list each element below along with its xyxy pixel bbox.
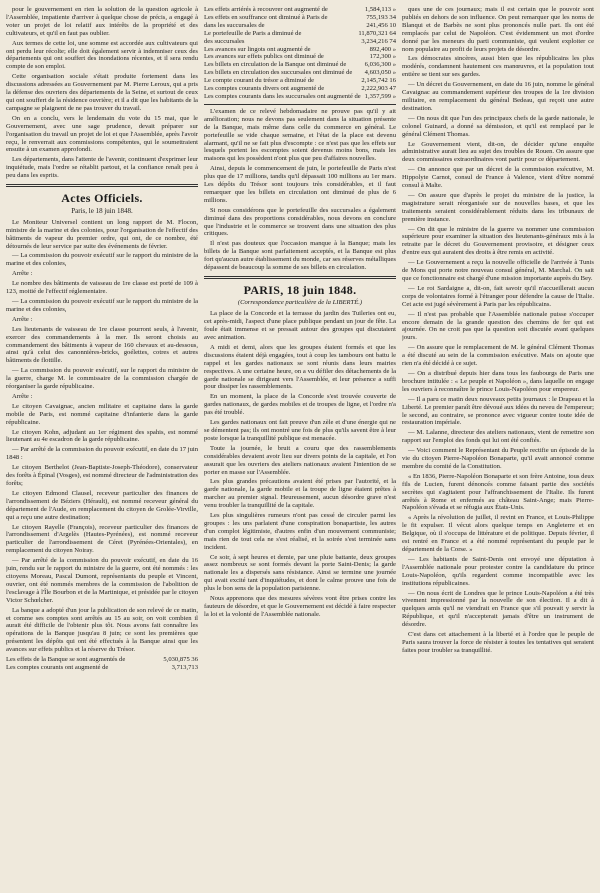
financial-row-label: Les billets en circulation des succursales ont diminué de	[204, 69, 353, 77]
article-paragraph: — On nous dit que l'un des principaux chefs de la garde nationale, le colonel Guinard, a donné sa démission, et qu'il est remplacé par le général Clément Thomas.	[402, 114, 594, 138]
financial-row-value: 3,234,216 74	[361, 37, 396, 45]
article-paragraph: « Après la révolution de juillet, il revint en France, et Louis-Philippe le fit expulser. Il vécut alors quelque temps en Angleterre et en Belgique, où il s'occupa de littérature et de politique. Depuis février, il est rentré en France et a été nommé représentant du peuple par le département de la Corse. »	[402, 514, 594, 553]
article-paragraph: L'examen de ce relevé hebdomadaire ne prouve pas qu'il y ait amélioration; nous ne devons pas seulement dans la situation présente de la Banque, mais même dans celle du commerce en général. Le portefeuille se vide chaque semaine, et l'état de la place est devenu alarmant, qu'il ne se fait plus d'escompte : ce n'est pas que les effets sur lesquels portent les escomptes soient devenus moins bons, mais les maisons qui les possèdent n'ont plus que peu d'affaires nouvelles.	[204, 107, 396, 163]
financial-row	[204, 6, 396, 14]
article-paragraph: Les gardes nationaux ont fait preuve d'un zèle et d'une énergie qui ne se démentent pas; ils ont montré une fois de plus qu'ils savent être à leur poste lorsque la tranquillité publique est menacée.	[204, 419, 396, 442]
financial-row	[204, 85, 396, 93]
article-paragraph: Le citoyen Kohn, adjudant au 1er régiment des spahis, est nommé lieutenant au 4e escadron de la garde républicaine.	[6, 428, 198, 444]
article-paragraph: En un moment, la place de la Concorde s'est trouvée couverte de gardes nationaux, de gardes mobiles et de troupes de ligne, et l'ordre n'a pas été troublé.	[204, 393, 396, 417]
financial-row-label: Les effets en souffrance ont diminué à Paris de	[204, 13, 328, 21]
financial-row	[204, 30, 396, 38]
section-dateline: Paris, le 18 juin 1848.	[71, 207, 133, 216]
bank-statement-rows	[204, 6, 396, 101]
article-paragraph: — On assure que le remplacement de M. le général Clément Thomas a été discuté au sein de la commission exécutive. Mais on ajoute que rien n'a été décidé à ce sujet.	[402, 344, 594, 368]
financial-row-label: des succursales	[204, 37, 245, 45]
article-paragraph: — Il a paru ce matin deux nouveaux petits journaux : le Drapeau et la Liberté. Le premier paraît être dévoué aux idées du neveu de l'empereur; le second, au contraire, se prononce avec vigueur contre toute idée de restauration impériale.	[402, 395, 594, 427]
financial-row-value: 4,603,050 »	[364, 69, 396, 77]
article-paragraph: — La commission du pouvoir exécutif sur le rapport du ministre de la marine et des colonies,	[6, 297, 198, 313]
article-paragraph: — Les habitants de Saint-Denis ont envoyé une députation à l'Assemblée nationale pour protester contre la candidature du prince Louis-Napoléon, qu'ils regardent comme incompatible avec les institutions républicaines.	[402, 555, 594, 587]
article-paragraph: Les lieutenants de vaisseau de 1re classe pourront seuls, à l'avenir, exercer des commandements à la mer. Ils seront choisis au commandement des bâtiments à vapeur de 160 chevaux et au-dessous, ainsi qu'à celui des canonnières-bricks, goélettes, cotres et autres bâtiments de flottille.	[6, 325, 198, 365]
article-paragraph: Si nous considérons que le portefeuille des succursales a également diminué dans des proportions considérables, nous devons en conclure que l'industrie et le commerce se trouvent dans une situation des plus critiques.	[204, 206, 396, 238]
article-paragraph: Les départements, dans l'attente de l'avenir, continuent d'exprimer leur inquiétude, mais l'ordre se rétablit partout, et la confiance renaît peu à peu dans les esprits.	[6, 156, 198, 180]
article-paragraph: Aux termes de cette loi, une somme est accordée aux cultivateurs qui ont perdu leur récolte; elle doit également servir à indemniser ceux des départements qui ont souffert des inondations récentes, et il sera rendu compte de son emploi.	[6, 39, 198, 71]
article-paragraph: C'est dans cet attachement à la liberté et à l'ordre que le peuple de Paris saura trouver la force de résister à toutes les tentatives qui seraient faites pour troubler sa tranquillité.	[402, 631, 594, 654]
financial-row-value: 6,036,300 »	[364, 61, 396, 69]
financial-row-label: Les avances sur lingots ont augmenté de	[204, 45, 311, 53]
financial-row-value: 892,400 »	[369, 45, 396, 53]
article-paragraph: Ce soir, à sept heures et demie, par une pluie battante, deux groupes assez nombreux se sont formés devant la porte Saint-Denis; la garde nationale les a dispersés sans résistance. Ainsi se termine une journée qui avait excité tant d'inquiétudes, et dont le calme prouve une fois de plus le bon sens de la population parisienne.	[204, 553, 396, 593]
column-left	[6, 6, 198, 893]
financial-row-value: 5,030,875 36	[163, 656, 198, 664]
article-paragraph: — M. Lalanne, directeur des ateliers nationaux, vient de remettre son rapport sur l'emploi des fonds qui lui ont été confiés.	[402, 429, 594, 445]
financial-row	[204, 61, 396, 69]
article-paragraph: Arrête :	[12, 392, 33, 400]
article-paragraph: — On nous écrit de Londres que le prince Louis-Napoléon a été très vivement impressionné par la nouvelle de son élection. Il a dit à quelques amis qu'il ne viendrait en France que s'il pouvait y servir la République, et qu'il n'accepterait jamais d'être un instrument de désordre.	[402, 589, 594, 629]
article-paragraph: ques une de ces journaux; mais il est certain que le pouvoir sont publiés en dehors de son influence. On peut remarquer que les noms de Blanqui et de Barbès ne sont plus prononcés nulle part. Ils ont été remplacés par celui de Napoléon. C'est évidemment un mot d'ordre donné par les meneurs du parti communiste, qui veulent exploiter ce nom populaire au profit de leurs projets de désordre.	[402, 6, 594, 53]
financial-row-value: 3,713,713	[171, 663, 198, 671]
article-paragraph: — Le roi Sardaigne a, dit-on, fait savoir qu'il n'accueillerait aucun corps de volontaires formé à l'étranger pour défendre la cause de l'Italie. Cet acte est jugé sévèrement à Paris par les républicains.	[402, 284, 594, 308]
financial-row	[6, 664, 198, 672]
article-paragraph: pour le gouvernement en rien la solution de la question agricole à l'Assemblée, impatiente d'arriver à quelque chose de précis, a engagé à voter un projet de loi relatif aux intérêts de la propriété et des cultivateurs, et qu'il en faut pas oublier.	[6, 6, 198, 37]
financial-row-label: dans les succursales de	[204, 21, 265, 29]
column-right-text	[402, 6, 594, 655]
section-divider	[6, 184, 198, 187]
financial-row-label: Les effets arriérés à recouvrer ont augmenté de	[204, 6, 328, 13]
column-left-financial-rows	[6, 656, 198, 672]
article-paragraph: — On annonce que par un décret de la commission exécutive, M. Hippolyte Carnot, consul de France à Valence, vient d'être nommé consul à Malte.	[402, 166, 594, 190]
bank-commentary-text	[204, 108, 396, 272]
article-paragraph: — La commission du pouvoir exécutif, sur le rapport du ministre de la guerre, charge M. le commissaire de la commission chargée de réorganiser la garde républicaine.	[6, 367, 198, 391]
financial-row-label: Les comptes courants dans les succursales ont augmenté de	[204, 92, 361, 100]
divider	[204, 104, 396, 105]
article-paragraph: Cette organisation sociale s'était produite fortement dans les discussions adressées au Gouvernement par M. Pierre Leroux, qui a pris la défense des ouvriers des départements de la Seine, et surtout de ceux qui ont souffert de la résidence ouvrière; et il a dit que les habitants de la campagne se plaignent de ne pas trouver du travail.	[6, 73, 198, 112]
financial-row	[204, 69, 396, 77]
section-heading-paris: PARIS, 18 juin 1848.	[243, 283, 357, 297]
financial-row-value: 11,870,321 64	[358, 29, 396, 37]
financial-row	[204, 38, 396, 46]
financial-row-label: Les comptes courants divers ont augmenté de	[204, 85, 325, 93]
financial-row	[204, 77, 396, 85]
article-paragraph: Le Gouvernement vient, dit-on, de décider qu'une enquête administrative aurait lieu au sujet des troubles de Rouen. On assure que deux commissaires extraordinaires vont partir pour ce département.	[402, 140, 594, 164]
article-paragraph: Les démocrates sincères, aussi bien que les républicains les plus modérés, condamnent hautement ces manœuvres, et la population tout entière se tient sur ses gardes.	[402, 55, 594, 79]
article-paragraph: — Par arrêté de la commission du pouvoir exécutif, en date du 16 juin, rendu sur le rapport du ministre de la guerre, ont été nommés : les citoyens Moreau, Pascal Dumont, représentants du peuple et Vincent, ouvrier, ont été nommés membres de la commission de l'abolition de l'esclavage à l'Île Bourbon et de la Martinique, et présidée par le citoyen Victor Schœlcher.	[6, 557, 198, 604]
article-paragraph: — On dit que le ministre de la guerre va nommer une commission supérieure pour examiner la situation des lieutenants-généraux mis à la retraite par le décret du Gouvernement provisoire, et désigner ceux d'entre eux qui auraient des droits à être remis en activité.	[402, 225, 594, 257]
article-paragraph: A midi et demi, alors que les groupes étaient formés et que les discussions étaient déjà engagées, tout à coup les tambours ont battu le rappel et les gardes nationaux se sont réunis dans leurs mairies respectives. A une certaine heure, on a vu défiler des détachements de la garde nationale se dirigeant vers l'Assemblée, et leur présence a suffi pour dissiper les rassemblements.	[204, 343, 396, 391]
financial-row-label: Les comptes courants ont augmenté de	[6, 663, 109, 671]
financial-row-value: 1,584,113 »	[364, 6, 396, 13]
article-paragraph: Il n'est pas douteux que l'occasion manque à la Banque; mais les billets de la Banque sont parfaitement acceptés, et la Banque est plus fort qu'aucun autre établissement du monde, car ses réserves métalliques dépassent de beaucoup la somme de ses billets en circulation.	[204, 240, 396, 272]
article-paragraph: — Il n'est pas probable que l'Assemblée nationale puisse s'occuper encore demain de la grande question des chemins de fer qui est ajournée. On ne croit pas que la question soit discutée avant quelques jours.	[402, 310, 594, 342]
financial-row-value: 755,193 34	[366, 13, 396, 21]
financial-row	[204, 93, 396, 101]
article-paragraph: Nous apprenons que des mesures sévères vont être prises contre les fauteurs de désordre, et que le Gouvernement est décidé à faire respecter la loi et la volonté de l'Assemblée nationale.	[204, 595, 396, 618]
article-paragraph: Le nombre des bâtiments de vaisseau de 1re classe est porté de 109 à 123, moitié de l'effectif réglementaire.	[6, 280, 198, 296]
article-paragraph: Le Moniteur Universel contient un long rapport de M. Flocon, ministre de la marine et des colonies, pour l'organisation de l'effectif des bâtiments de vapeur du premier ordre, qui ont, de ce nombre, été détournés de leur service par suite des événements de février.	[6, 218, 198, 250]
article-paragraph: Les plus grandes précautions avaient été prises par l'autorité, et la garde nationale, la garde mobile et la troupe de ligne étaient prêtes à marcher au premier signal. Heureusement, aucun désordre grave n'est venu troubler la tranquillité de la capitale.	[204, 478, 396, 510]
financial-row	[204, 46, 396, 54]
article-paragraph: — Un décret du Gouvernement, en date du 16 juin, nomme le général Cavaignac au commandement supérieur des troupes de la 1re division militaire, en remplacement du général Bedeau, qui reçoit une autre destination.	[402, 81, 594, 112]
financial-row-label: Le portefeuille de Paris a diminué de	[204, 29, 302, 37]
article-paragraph: — On assure que d'après le projet du ministre de la justice, la magistrature serait réorganisée sur de nouvelles bases, et que les traitements seraient considérablement réduits dans les tribunaux de première instance.	[402, 191, 594, 223]
financial-row-label: Le compte courant du trésor a diminué de	[204, 77, 315, 85]
article-paragraph: Les plus singulières rumeurs n'ont pas cessé de circuler parmi les groupes : les uns parlaient d'une conspiration bonapartiste, les autres d'un complot légitimiste, d'autres enfin d'un mouvement communiste; mais rien de tout cela ne s'est réalisé, et la soirée s'est terminée sans incident.	[204, 512, 396, 551]
financial-row-label: Les effets de la Banque se sont augmentés de	[6, 656, 126, 664]
section-heading-actes-officiels: Actes Officiels.	[61, 191, 143, 206]
article-paragraph: La banque a adopté d'un jour la publication de son relevé de ce matin, et comme ses comptes sont arrêtés au 15 au soir, on voit combien il aurait été difficile de l'obtenir plus tôt. Nous avons fait connaître les opérations de la Banque jusqu'au 8 juin; ce sont les premières que présentent les dépôts qui ont été effectués à la Banque ainsi que les avances sur effets publics et la réserve du Trésor.	[6, 606, 198, 654]
column-right	[402, 6, 594, 893]
financial-row	[204, 22, 396, 30]
article-paragraph: — La commission du pouvoir exécutif sur le rapport du ministre de la marine et des colonies,	[6, 252, 198, 268]
financial-row	[204, 14, 396, 22]
article-paragraph: Le citoyen Berthelot (Jean-Baptiste-Joseph-Théodore), conservateur des forêts à Épinal (Vosges), est nommé directeur de l'administration des forêts;	[6, 464, 198, 487]
financial-row-value: 2,145,742 16	[361, 77, 396, 85]
financial-row	[204, 53, 396, 61]
financial-row-value: 2,222,903 47	[361, 85, 396, 93]
financial-row-value: 172,300 »	[369, 53, 396, 61]
article-paragraph: Toute la journée, le bruit a couru que des rassemblements considérables devaient avoir lieu sur divers points de la capitale, et l'on assurait que les ouvriers des ateliers nationaux avaient l'intention de se porter en masse sur l'Assemblée.	[204, 444, 396, 476]
financial-row-label: Les billets en circulation de la Banque ont diminué de	[204, 61, 347, 69]
article-paragraph: Ainsi, depuis le commencement de juin, le portefeuille de Paris n'est plus que de 17 millions, tandis qu'il dépassait 100 millions au 1er mars. Les dépôts du Trésor sont toujours très considérables, et il faut remarquer que les billets en circulation ont diminué de plus de 6 millions.	[204, 165, 396, 204]
article-paragraph: — Par arrêté de la commission du pouvoir exécutif, en date du 17 juin 1848 :	[6, 446, 198, 462]
financial-row-value: 1,357,599 »	[364, 92, 396, 100]
financial-row-value: 241,456 10	[366, 21, 396, 29]
article-paragraph: Arrête :	[12, 315, 33, 323]
article-paragraph: « En 1836, Pierre-Napoléon Bonaparte et son frère Antoine, tous deux fils de Lucien, furent dénoncés comme faisant partie des sociétés secrètes qui s'agitaient pour l'affranchissement de l'Italie. Ils furent arrêtés à Rome et enfermés au château Saint-Ange; mais Pierre-Napoléon s'évada et se réfugia aux États-Unis.	[402, 472, 594, 512]
article-paragraph: Le citoyen Cavaignac, ancien militaire et capitaine dans la garde mobile de Paris, est nommé capitaine d'infanterie dans la garde républicaine.	[6, 402, 198, 426]
article-paragraph: Le citoyen Edmond Clausel, receveur particulier des finances de l'arrondissement de Béziers (Hérault), est nommé receveur général du département de l'Aude, en remplacement du citoyen de Grolée-Virville, qui a reçu une autre destination;	[6, 489, 198, 521]
article-paragraph: Le citoyen Rayelle (François), receveur particulier des finances de l'arrondissement d'Argelès (Hautes-Pyrénées), est nommé receveur particulier de l'arrondissement de Céret (Pyrénées-Orientales), en remplacement du citoyen Noiray.	[6, 523, 198, 555]
section-divider	[204, 276, 396, 279]
article-paragraph: La place de la Concorde et la terrasse du jardin des Tuileries ont eu, cet après-midi, l'aspect d'une place publique pendant un jour de fête. La foule était immense et se pressait autour des groupes qui discutaient avec animation.	[204, 310, 396, 342]
paris-correspondence-text	[204, 310, 396, 619]
article-paragraph: On en a conclu, vers le lendemain du vote du 15 mai, que le Gouvernement, avec une sage prudence, devait préparer sur l'organisation du travail un projet de loi et que l'Assemblée, après l'avoir reçu, le renverrait aux commissions compétentes, qui le soumettraient ensuite à un examen approfondi.	[6, 114, 198, 154]
financial-row	[6, 656, 198, 664]
column-left-top-text	[6, 6, 198, 180]
section-subtitle: (Correspondance particulière de la LIBERTÉ.)	[237, 299, 363, 307]
column-middle	[204, 6, 396, 893]
article-paragraph: — On a distribué depuis hier dans tous les faubourgs de Paris une brochure intitulée : « Le peuple et Napoléon », dans laquelle on engage les ouvriers à reconnaître le prince Louis-Napoléon pour empereur.	[402, 369, 594, 393]
article-paragraph: — Voici comment le Représentant du Peuple rectifie un épisode de la vie du citoyen Pierre-Napoléon Bonaparte, qu'il avait annoncé comme membre du comité de la Constitution.	[402, 447, 594, 470]
column-left-section-text	[6, 219, 198, 654]
article-paragraph: — Le Gouvernement a reçu la nouvelle officielle de l'arrivée à Tunis de Mons qui porte notre nouveau consul général, M. Marchal. On sait que ce fonctionnaire est chargé d'une mission importante auprès du Bey.	[402, 259, 594, 282]
article-paragraph: Arrête :	[12, 270, 33, 278]
financial-row-label: Les avances sur effets publics ont diminué de	[204, 53, 324, 61]
